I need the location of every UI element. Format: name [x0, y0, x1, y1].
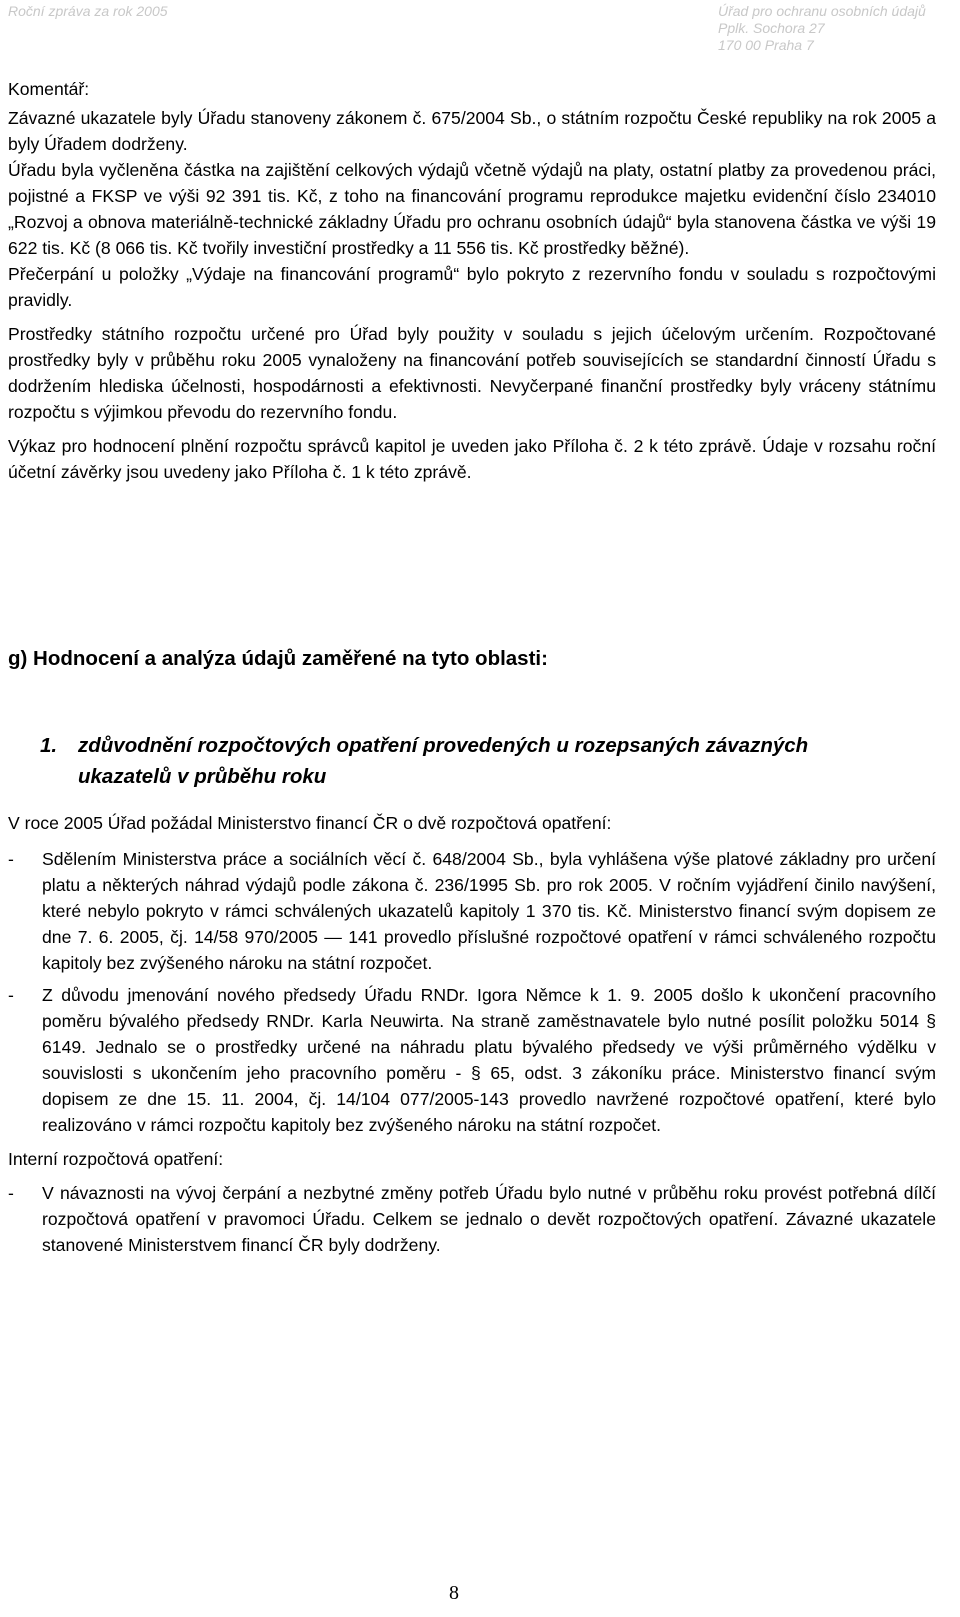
report-header-title: Roční zpráva za rok 2005	[8, 3, 168, 19]
list-dash: -	[8, 849, 14, 869]
list-dash: -	[8, 1183, 14, 1203]
comment-paragraph-1: Závazné ukazatele byly Úřadu stanoveny zákonem č. 675/2004 Sb., o státním rozpočtu České republiky na rok 2005 a byly Úřadem dodrženy.	[8, 108, 936, 154]
comment-label: Komentář:	[8, 79, 90, 99]
list-dash: -	[8, 985, 14, 1005]
list-item-text: V návaznosti na vývoj čerpání a nezbytné změny potřeb Úřadu bylo nutné v průběhu roku provést potřebná dílčí rozpočtová opatření v pravomoci Úřadu. Celkem se jednalo o devět rozpočtových opatření. Závazné ukazatele stanovené Ministerstvem financí ČR byly dodrženy.	[42, 1183, 936, 1255]
office-street: Pplk. Sochora 27	[718, 20, 825, 36]
internal-measures-label: Interní rozpočtová opatření:	[8, 1149, 224, 1169]
list-item-text: Sdělením Ministerstva práce a sociálních věcí č. 648/2004 Sb., byla vyhlášena výše platové základny pro určení platu a některých náhrad výdajů podle zákona č. 236/1995 Sb. pro rok 2005. V ročním vyjádření činilo navýšení, které nebylo pokryto v rámci schválených ukazatelů kapitoly 1 370 tis. Kč. Ministerstvo financí svým dopisem ze dne 7. 6. 2005, čj. 14/58 970/2005 — 141 provedlo příslušné rozpočtové opatření v rámci schváleného rozpočtu kapitoly bez zvýšeného nároku na státní rozpočet.	[42, 849, 936, 973]
list-item-text: Z důvodu jmenování nového předsedy Úřadu RNDr. Igora Němce k 1. 9. 2005 došlo k ukončení pracovního poměru bývalého předsedy RNDr. Karla Neuwirta. Na straně zaměstnavatele bylo nutné posílit položku 5014 § 6149. Jednalo se o prostředky určené na náhradu platu bývalého předsedy ve výši průměrného výdělku v souvislosti s ukončením jeho pracovního poměru - § 65, odst. 3 zákoníku práce. Ministerstvo financí svým dopisem ze dne 15. 11. 2004, čj. 14/104 077/2005-143 provedlo navržené rozpočtové opatření, které bylo realizováno v rámci rozpočtu kapitoly bez zvýšeného nároku na státní rozpočet.	[42, 985, 936, 1135]
budget-measures-section	[8, 810, 936, 1258]
subsection-number: 1.	[40, 734, 58, 757]
office-address	[718, 3, 926, 54]
comment-paragraph-5: Výkaz pro hodnocení plnění rozpočtu správců kapitol je uveden jako Příloha č. 2 k této zprávě. Údaje v rozsahu roční účetní závěrky jsou uvedeny jako Příloha č. 1 k této zprávě.	[8, 436, 936, 482]
page-number: 8	[449, 1582, 459, 1604]
comment-paragraph-3: Přečerpání u položky „Výdaje na financování programů“ bylo pokryto z rezervního fondu v souladu s rozpočtovými pravidly.	[8, 264, 936, 310]
list-item	[8, 982, 936, 1138]
budget-intro: V roce 2005 Úřad požádal Ministerstvo financí ČR o dvě rozpočtová opatření:	[8, 813, 612, 833]
subsection-title: zdůvodnění rozpočtových opatření provedených u rozepsaných závazných ukazatelů v průběhu roku	[78, 734, 809, 788]
office-name: Úřad pro ochranu osobních údajů	[718, 3, 926, 19]
office-city: 170 00 Praha 7	[718, 37, 814, 53]
list-item	[8, 846, 936, 976]
comment-paragraph-2: Úřadu byla vyčleněna částka na zajištění celkových výdajů včetně výdajů na platy, ostatní platby za provedenou práci, pojistné a FKSP ve výši 92 391 tis. Kč, z toho na financování programu reprodukce majetku evidenční číslo 234010 „Rozvoj a obnova materiálně-technické základny Úřadu pro ochranu osobních údajů“ byla stanovena částka ve výši 19 622 tis. Kč (8 066 tis. Kč tvořily investiční prostředky a 11 556 tis. Kč prostředky běžné).	[8, 160, 936, 258]
list-item	[8, 1180, 936, 1258]
comment-section	[8, 76, 936, 485]
section-g-heading: g) Hodnocení a analýza údajů zaměřené na tyto oblasti:	[8, 647, 548, 670]
comment-paragraph-4: Prostředky státního rozpočtu určené pro Úřad byly použity v souladu s jejich účelovým určením. Rozpočtované prostředky byly v průběhu roku 2005 vynaloženy na financování potřeb souvisejících se standardní činností Úřadu s dodržením hlediska účelnosti, hospodárnosti a efektivnosti. Nevyčerpané finanční prostředky byly vráceny státnímu rozpočtu s výjimkou převodu do rezervního fondu.	[8, 324, 936, 422]
subsection-1-heading	[40, 730, 900, 792]
